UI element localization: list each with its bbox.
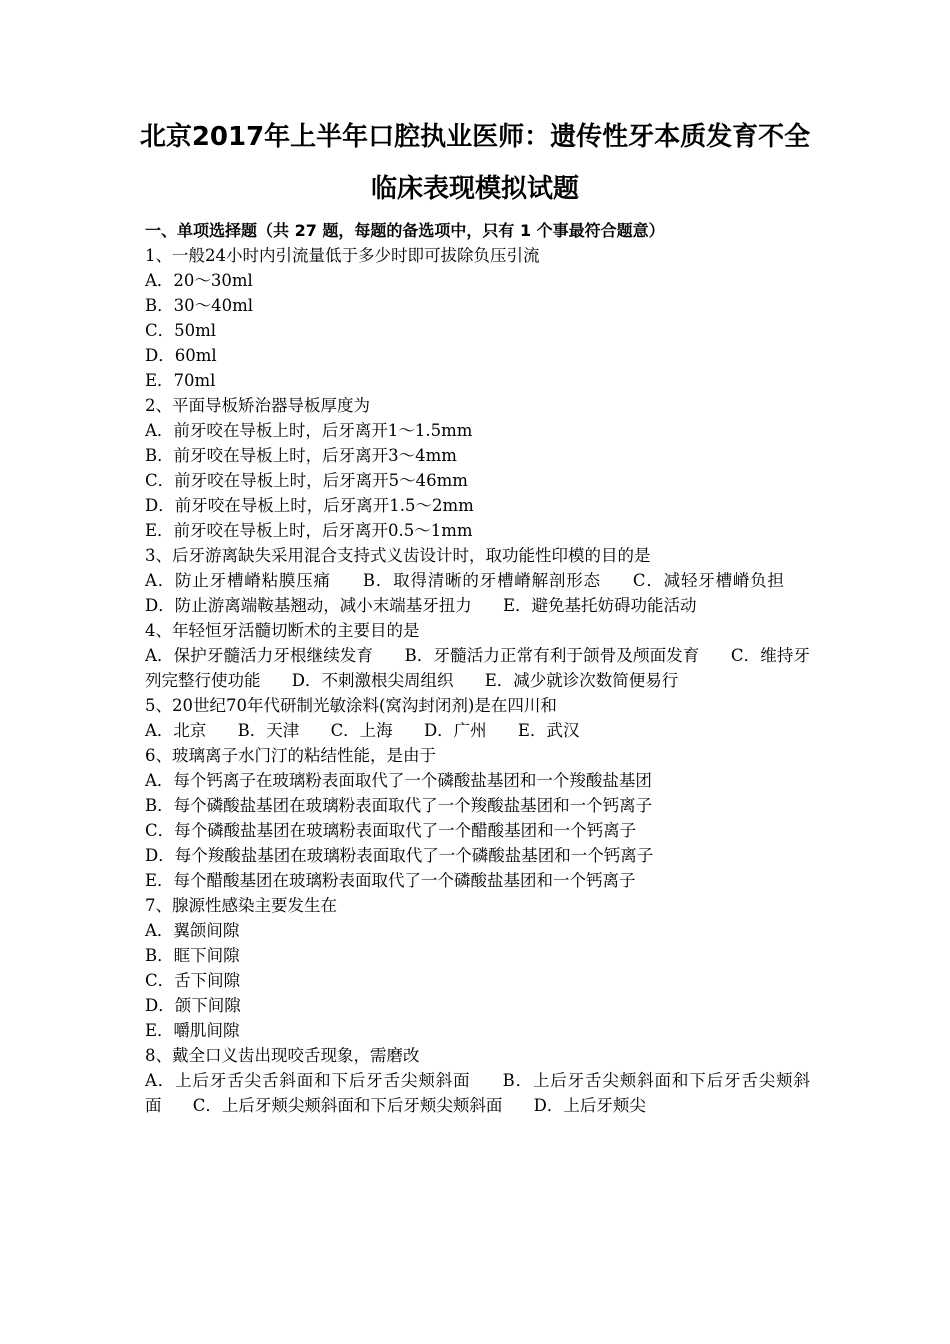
option-e: E．减少就诊次数简便易行 — [484, 671, 679, 690]
question-stem: 2、平面导板矫治器导板厚度为 — [145, 396, 370, 415]
question-stem: 1、一般24小时内引流量低于多少时即可拔除负压引流 — [145, 246, 540, 265]
option-c: C．上海 — [330, 721, 393, 740]
option-a: A．保护牙髓活力牙根继续发育 — [145, 646, 374, 665]
inline-options — [145, 718, 810, 743]
question-stem: 5、20世纪70年代研制光敏涂料(窝沟封闭剂)是在四川和 — [145, 696, 557, 715]
option-d: D．前牙咬在导板上时，后牙离开1.5～2mm — [145, 496, 474, 515]
option-b: B．牙髓活力正常有利于颌骨及颅面发育 — [404, 646, 700, 665]
question-4 — [145, 618, 810, 693]
option-a: A．翼颌间隙 — [145, 921, 240, 940]
option-d: D．不刺激根尖周组织 — [291, 671, 454, 690]
option-d: D．上后牙颊尖 — [533, 1096, 646, 1115]
question-3 — [145, 543, 810, 618]
option-c: C．舌下间隙 — [145, 971, 241, 990]
document-body — [145, 218, 810, 1118]
option-e: E．70ml — [145, 371, 216, 390]
inline-options — [145, 643, 810, 693]
question-stem: 8、戴全口义齿出现咬舌现象，需磨改 — [145, 1046, 420, 1065]
option-a: A．上后牙舌尖舌斜面和下后牙舌尖颊斜面 — [145, 1071, 471, 1090]
option-c: C．减轻牙槽嵴负担 — [632, 571, 785, 590]
option-e: E．每个醋酸基团在玻璃粉表面取代了一个磷酸盐基团和一个钙离子 — [145, 871, 636, 890]
section-heading: 一、单项选择题（共 27 题，每题的备选项中，只有 1 个事最符合题意） — [145, 221, 665, 240]
option-b: B．上后牙舌尖颊斜面和下后牙舌尖颊斜面 — [145, 1071, 810, 1115]
option-e: E．避免基托妨碍功能活动 — [502, 596, 697, 615]
question-1 — [145, 243, 810, 393]
question-7 — [145, 893, 810, 1043]
option-b: B．30～40ml — [145, 296, 254, 315]
option-b: B．眶下间隙 — [145, 946, 240, 965]
document-title-line-2: 临床表现模拟试题 — [370, 174, 579, 204]
option-a: A．前牙咬在导板上时，后牙离开1～1.5mm — [145, 421, 473, 440]
option-d: D．60ml — [145, 346, 217, 365]
option-d: D．广州 — [423, 721, 487, 740]
option-b: B．取得清晰的牙槽嵴解剖形态 — [362, 571, 601, 590]
option-c: C．前牙咬在导板上时，后牙离开5～46mm — [145, 471, 468, 490]
option-b: B．天津 — [237, 721, 300, 740]
question-stem: 6、玻璃离子水门汀的粘结性能，是由于 — [145, 746, 436, 765]
option-a: A．20～30ml — [145, 271, 253, 290]
option-d: D．防止游离端鞍基翘动，减小末端基牙扭力 — [145, 596, 472, 615]
question-5 — [145, 693, 810, 743]
option-b: B．前牙咬在导板上时，后牙离开3～4mm — [145, 446, 457, 465]
question-stem: 4、年轻恒牙活髓切断术的主要目的是 — [145, 621, 420, 640]
question-8 — [145, 1043, 810, 1118]
option-a: A．北京 — [145, 721, 207, 740]
option-c: C．50ml — [145, 321, 217, 340]
option-e: E．武汉 — [517, 721, 580, 740]
option-c: C．每个磷酸盐基团在玻璃粉表面取代了一个醋酸基团和一个钙离子 — [145, 821, 637, 840]
question-6 — [145, 743, 810, 893]
option-d: D．颌下间隙 — [145, 996, 241, 1015]
option-a: A．防止牙槽嵴粘膜压痛 — [145, 571, 331, 590]
inline-options — [145, 568, 810, 618]
document-title-line-1: 北京2017年上半年口腔执业医师：遗传性牙本质发育不全 — [139, 122, 811, 152]
option-e: E．嚼肌间隙 — [145, 1021, 240, 1040]
question-stem: 7、腺源性感染主要发生在 — [145, 896, 337, 915]
question-stem: 3、后牙游离缺失采用混合支持式义齿设计时，取功能性印模的目的是 — [145, 546, 651, 565]
option-d: D．每个羧酸盐基团在玻璃粉表面取代了一个磷酸盐基团和一个钙离子 — [145, 846, 654, 865]
question-2 — [145, 393, 810, 543]
option-a: A．每个钙离子在玻璃粉表面取代了一个磷酸盐基团和一个羧酸盐基团 — [145, 771, 652, 790]
option-b: B．每个磷酸盐基团在玻璃粉表面取代了一个羧酸盐基团和一个钙离子 — [145, 796, 653, 815]
option-e: E．前牙咬在导板上时，后牙离开0.5～1mm — [145, 521, 473, 540]
option-c: C．上后牙颊尖颊斜面和下后牙颊尖颊斜面 — [192, 1096, 503, 1115]
inline-options — [145, 1068, 810, 1118]
option-c: C．维持牙列完整行使功能 — [145, 646, 810, 690]
